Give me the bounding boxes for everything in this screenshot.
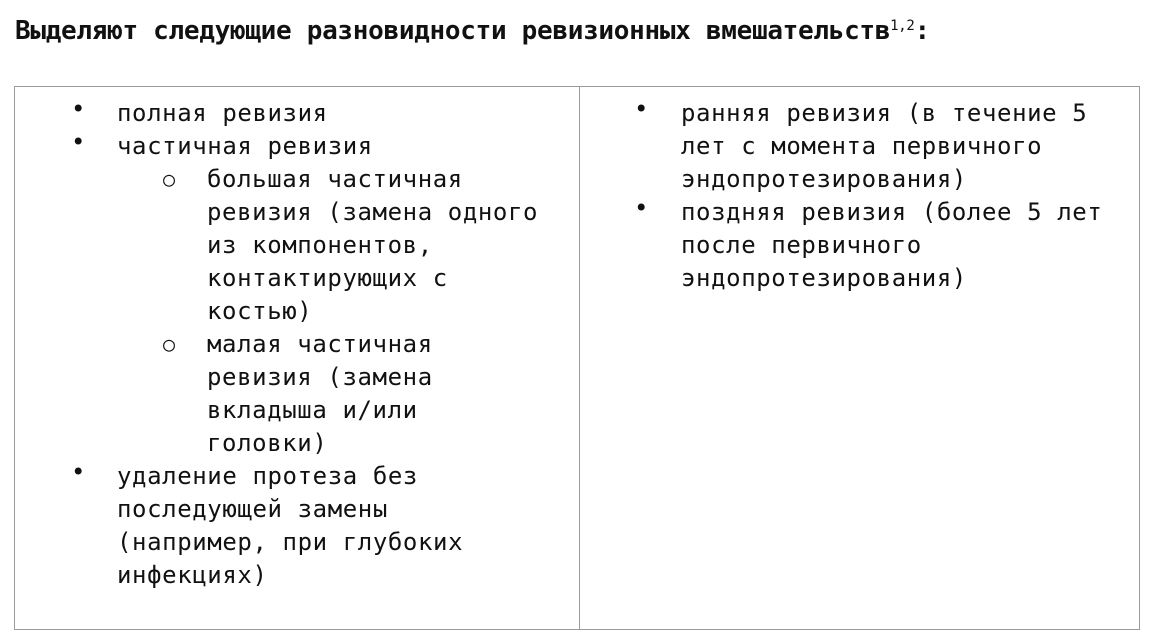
heading-footnote-refs: 1,2: [890, 18, 915, 34]
list-item: [580, 97, 1139, 196]
list-item: [15, 97, 579, 130]
revision-timing-list: [580, 87, 1139, 295]
bullet-icon: •: [71, 95, 87, 123]
bullet-icon: •: [634, 194, 650, 222]
list-item-text: удаление протеза без последующей замены (например, при глубоких инфекциях): [117, 462, 464, 589]
revision-types-table: [14, 86, 1140, 630]
list-item-text: частичная ревизия: [117, 132, 373, 160]
list-item: [580, 196, 1139, 295]
bullet-icon: •: [634, 95, 650, 123]
list-item: [15, 130, 579, 163]
revision-scope-list: [15, 87, 579, 592]
list-item-text: поздняя ревизия (более 5 лет после первичного эндопротезирования): [681, 198, 1103, 292]
list-item: [15, 460, 579, 592]
table-cell-revision-timing: [580, 87, 1139, 629]
heading-text: Выделяют следующие разновидности ревизионных вмешательств: [15, 16, 891, 46]
list-subitem-text: большая частичная ревизия (замена одного из компонентов, контактирующих с костью): [207, 165, 539, 325]
table-cell-revision-scope: [15, 87, 580, 629]
bullet-icon: •: [71, 458, 87, 486]
list-subitem: [15, 328, 579, 460]
list-subitem: [15, 163, 579, 328]
list-item-text: полная ревизия: [117, 99, 328, 127]
circle-bullet-icon: ○: [163, 167, 176, 191]
list-subitem-text: малая частичная ревизия (замена вкладыша и/или головки): [207, 330, 433, 457]
bullet-icon: •: [71, 128, 87, 156]
heading-colon: :: [914, 16, 930, 46]
list-item-text: ранняя ревизия (в течение 5 лет с момента первичного эндопротезирования): [681, 99, 1088, 193]
circle-bullet-icon: ○: [163, 332, 176, 356]
section-heading: [15, 14, 930, 48]
